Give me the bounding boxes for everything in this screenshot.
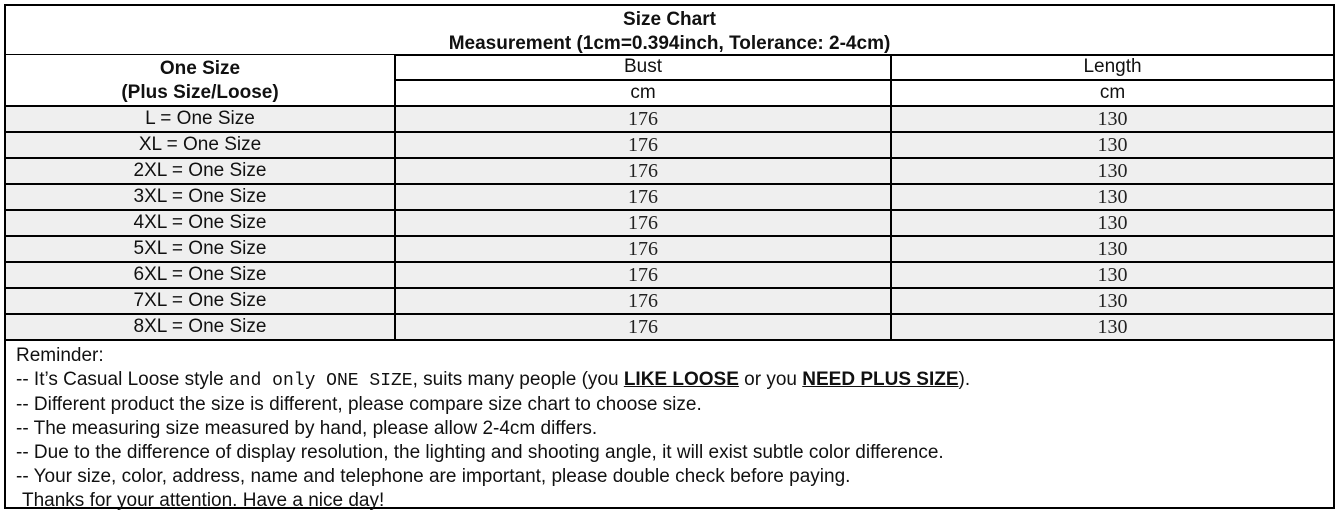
bust-cell: 176 bbox=[396, 211, 892, 235]
reminder-text: ). bbox=[958, 369, 971, 390]
header-measurements bbox=[396, 55, 1333, 107]
reminder-line-2: -- Different product the size is different, please compare size chart to choose size. bbox=[16, 394, 702, 415]
header-row-names bbox=[396, 55, 1333, 81]
header-length-unit: cm bbox=[1099, 82, 1126, 103]
table-row bbox=[6, 211, 1333, 237]
thanks-line: Thanks for your attention. Have a nice day! bbox=[22, 490, 385, 511]
emphasis-like-loose: LIKE LOOSE bbox=[623, 369, 739, 390]
table-row bbox=[6, 315, 1333, 341]
table-row bbox=[6, 237, 1333, 263]
bust-cell: 176 bbox=[396, 133, 892, 157]
length-cell: 130 bbox=[1097, 264, 1128, 286]
length-cell: 130 bbox=[1097, 160, 1128, 182]
header-size-column bbox=[6, 55, 396, 107]
size-chart bbox=[4, 4, 1335, 509]
size-cell: XL = One Size bbox=[6, 133, 396, 157]
reminder-mono-text: and only ONE SIZE bbox=[228, 371, 413, 391]
table-row bbox=[6, 263, 1333, 289]
header-bust: Bust bbox=[396, 55, 892, 79]
header-size-label: One Size bbox=[159, 58, 241, 79]
bust-cell: 176 bbox=[396, 159, 892, 183]
table-row bbox=[6, 133, 1333, 159]
size-cell: 3XL = One Size bbox=[6, 185, 396, 209]
size-cell: 8XL = One Size bbox=[6, 315, 396, 339]
length-cell: 130 bbox=[1097, 316, 1128, 338]
bust-cell: 176 bbox=[396, 237, 892, 261]
size-cell: 2XL = One Size bbox=[6, 159, 396, 183]
header-bust-unit: cm bbox=[396, 81, 892, 105]
bust-cell: 176 bbox=[396, 315, 892, 339]
table-row bbox=[6, 289, 1333, 315]
reminder-heading: Reminder: bbox=[16, 345, 104, 366]
title-line-1: Size Chart bbox=[623, 9, 716, 30]
reminder-line-5: -- Your size, color, address, name and telephone are important, please double check before paying. bbox=[16, 466, 851, 487]
size-cell: 6XL = One Size bbox=[6, 263, 396, 287]
header-row-units bbox=[396, 81, 1333, 107]
reminder-section bbox=[6, 343, 1333, 511]
size-cell: 4XL = One Size bbox=[6, 211, 396, 235]
length-cell: 130 bbox=[1097, 238, 1128, 260]
bust-cell: 176 bbox=[396, 185, 892, 209]
chart-title bbox=[6, 6, 1333, 56]
header-length: Length bbox=[1083, 56, 1142, 77]
length-cell: 130 bbox=[1097, 290, 1128, 312]
length-cell: 130 bbox=[1097, 212, 1128, 234]
table-row bbox=[6, 107, 1333, 133]
reminder-text: -- It’s Casual Loose style bbox=[16, 369, 229, 390]
header-size-sublabel: (Plus Size/Loose) bbox=[121, 82, 279, 103]
emphasis-need-plus-size: NEED PLUS SIZE bbox=[802, 369, 959, 390]
bust-cell: 176 bbox=[396, 107, 892, 131]
size-cell: L = One Size bbox=[6, 107, 396, 131]
table-body bbox=[6, 107, 1333, 341]
reminder-line-4: -- Due to the difference of display resolution, the lighting and shooting angle, it will exist subtle color difference. bbox=[16, 442, 944, 463]
length-cell: 130 bbox=[1097, 186, 1128, 208]
reminder-line-3: -- The measuring size measured by hand, please allow 2-4cm differs. bbox=[16, 418, 598, 439]
table-row bbox=[6, 159, 1333, 185]
reminder-text: , suits many people (you bbox=[412, 369, 624, 390]
size-cell: 5XL = One Size bbox=[6, 237, 396, 261]
title-line-2: Measurement (1cm=0.394inch, Tolerance: 2-4cm) bbox=[448, 33, 891, 54]
reminder-line-1 bbox=[16, 368, 1323, 393]
size-cell: 7XL = One Size bbox=[6, 289, 396, 313]
bust-cell: 176 bbox=[396, 263, 892, 287]
reminder-text: or you bbox=[738, 369, 803, 390]
bust-cell: 176 bbox=[396, 289, 892, 313]
table-row bbox=[6, 185, 1333, 211]
length-cell: 130 bbox=[1097, 134, 1128, 156]
length-cell: 130 bbox=[1097, 108, 1128, 130]
